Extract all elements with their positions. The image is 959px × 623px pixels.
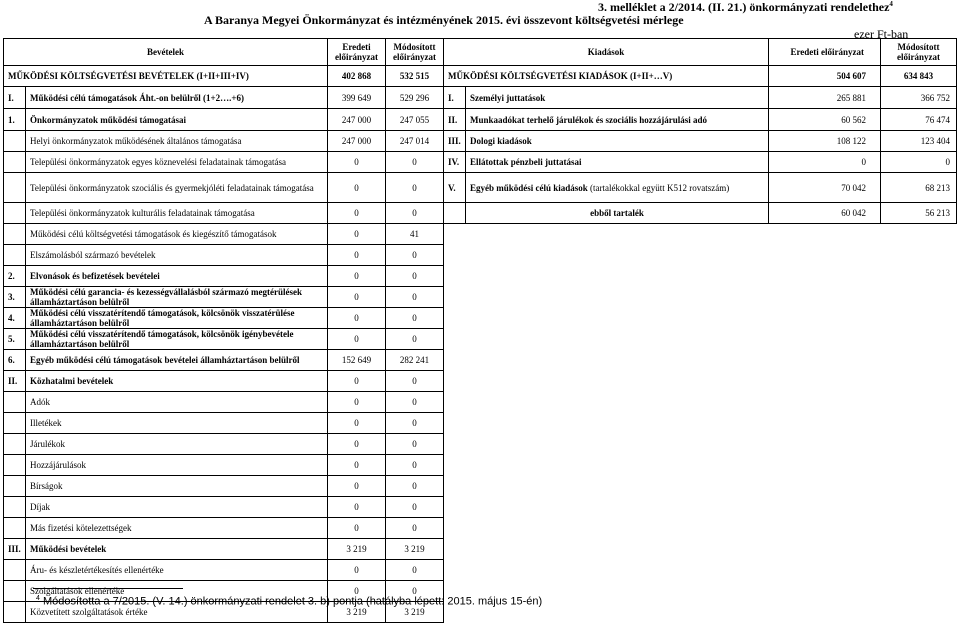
row-original: 0: [328, 308, 386, 329]
summary-revenues-original: 402 868: [328, 66, 386, 87]
row-number: I.: [4, 87, 26, 109]
row-modified: 0: [386, 308, 444, 329]
row-original: 0: [328, 287, 386, 308]
empty-cell: [444, 539, 957, 560]
row-number: [4, 434, 26, 455]
rev-modified-header: Módosított előirányzat: [386, 39, 444, 66]
page-title: A Baranya Megyei Önkormányzat és intézményének 2015. évi összevont költségvetési mérlege: [204, 13, 684, 27]
row-modified: 41: [386, 224, 444, 245]
row-number: [4, 518, 26, 539]
exp-row-label-text: Ellátottak pénzbeli juttatásai: [470, 157, 582, 167]
table-row: [4, 476, 957, 497]
row-number: III.: [4, 539, 26, 560]
exp-row-original: 60 562: [769, 109, 881, 131]
row-number: 3.: [4, 287, 26, 308]
row-number: [4, 224, 26, 245]
row-modified: 0: [386, 434, 444, 455]
row-number: 4.: [4, 308, 26, 329]
table-header-row: [4, 39, 957, 66]
empty-cell: [444, 497, 957, 518]
exp-row-modified: 68 213: [881, 173, 957, 203]
row-label: Működési célú visszatérítendő támogatások, kölcsönök visszatérülése államháztartáson belülről: [26, 308, 328, 329]
row-original: 247 000: [328, 131, 386, 152]
row-modified: 0: [386, 203, 444, 224]
footnote-ref: 4: [36, 595, 40, 602]
empty-cell: [444, 560, 957, 581]
exp-row-label: [466, 152, 769, 173]
row-modified: 0: [386, 518, 444, 539]
row-modified: 0: [386, 287, 444, 308]
row-label: Települési önkormányzatok kulturális feladatainak támogatása: [26, 203, 328, 224]
table-row: [4, 224, 957, 245]
row-label: Működési célú támogatások Áht.-on belülről (1+2….+6): [26, 87, 328, 109]
row-label: Közhatalmi bevételek: [26, 371, 328, 392]
row-original: 0: [328, 173, 386, 203]
row-number: [4, 602, 26, 623]
row-original: 399 649: [328, 87, 386, 109]
exp-row-label-text: ebből tartalék: [590, 208, 644, 218]
table-row: [4, 560, 957, 581]
row-number: 5.: [4, 329, 26, 350]
empty-cell: [444, 329, 957, 350]
summary-revenues-label: MŰKÖDÉSI KÖLTSÉGVETÉSI BEVÉTELEK (I+II+III+IV): [4, 66, 328, 87]
row-modified: 0: [386, 245, 444, 266]
row-modified: 247 055: [386, 109, 444, 131]
row-number: 1.: [4, 109, 26, 131]
exp-row-number: II.: [444, 109, 466, 131]
exp-row-label: [466, 109, 769, 131]
row-original: 3 219: [328, 602, 386, 623]
table-row: [4, 455, 957, 476]
table-row: [4, 392, 957, 413]
empty-cell: [444, 266, 957, 287]
empty-cell: [444, 518, 957, 539]
exp-row-label: [466, 87, 769, 109]
summary-row: [4, 66, 957, 87]
row-label: Adók: [26, 392, 328, 413]
exp-row-label-text: Személyi juttatások: [470, 92, 546, 103]
row-modified: 282 241: [386, 350, 444, 371]
row-label: Áru- és készletértékesítés ellenértéke: [26, 560, 328, 581]
footnote-divider: [33, 588, 183, 589]
row-original: 0: [328, 581, 386, 602]
exp-row-number: V.: [444, 173, 466, 203]
exp-row-label-note: (tartalékokkal együtt K512 rovatszám): [587, 182, 730, 193]
row-original: 0: [328, 434, 386, 455]
row-modified: 0: [386, 152, 444, 173]
table-row: [4, 308, 957, 329]
row-label: Közvetített szolgáltatások értéke: [26, 602, 328, 623]
exp-row-label-text: Dologi kiadások: [470, 136, 532, 146]
row-modified: 247 014: [386, 131, 444, 152]
row-original: 0: [328, 560, 386, 581]
empty-cell: [444, 245, 957, 266]
table-row: [4, 350, 957, 371]
table-row: [4, 518, 957, 539]
table-row: [4, 87, 957, 109]
row-label: Települési önkormányzatok szociális és gyermekjóléti feladatainak támogatása: [26, 173, 328, 203]
row-number: [4, 152, 26, 173]
row-label: Működési célú költségvetési támogatások és kiegészítő támogatások: [26, 224, 328, 245]
row-label: Hozzájárulások: [26, 455, 328, 476]
table-row: [4, 245, 957, 266]
row-original: 3 219: [328, 539, 386, 560]
table-row: [4, 203, 957, 224]
row-modified: 529 296: [386, 87, 444, 109]
row-original: 0: [328, 476, 386, 497]
exp-row-modified: 0: [881, 152, 957, 173]
exp-row-label: [466, 173, 769, 203]
exp-row-original: 0: [769, 152, 881, 173]
rev-original-header: Eredeti előirányzat: [328, 39, 386, 66]
empty-cell: [444, 434, 957, 455]
exp-row-modified: 56 213: [881, 203, 957, 224]
row-number: [4, 413, 26, 434]
table-row: [4, 152, 957, 173]
row-original: 0: [328, 329, 386, 350]
row-original: 152 649: [328, 350, 386, 371]
exp-modified-header: Módosított előirányzat: [881, 39, 957, 66]
exp-row-original: 70 042: [769, 173, 881, 203]
row-original: 0: [328, 152, 386, 173]
row-original: 0: [328, 371, 386, 392]
row-number: [4, 392, 26, 413]
empty-cell: [444, 224, 957, 245]
row-number: [4, 131, 26, 152]
exp-row-modified: 76 474: [881, 109, 957, 131]
table-row: [4, 329, 957, 350]
summary-expenditures-label: MŰKÖDÉSI KÖLTSÉGVETÉSI KIADÁSOK (I+II+…V): [444, 66, 769, 87]
row-modified: 0: [386, 581, 444, 602]
row-modified: 0: [386, 266, 444, 287]
exp-row-modified: 366 752: [881, 87, 957, 109]
revenues-header: Bevételek: [4, 39, 328, 66]
exp-row-number: IV.: [444, 152, 466, 173]
exp-row-number: III.: [444, 131, 466, 152]
table-row: [4, 287, 957, 308]
exp-row-original: 108 122: [769, 131, 881, 152]
empty-cell: [444, 476, 957, 497]
table-row: [4, 266, 957, 287]
row-modified: 0: [386, 497, 444, 518]
row-label: Egyéb működési célú támogatások bevételei államháztartáson belülről: [26, 350, 328, 371]
row-label: Bírságok: [26, 476, 328, 497]
row-label: Működési célú garancia- és kezességvállalásból származó megtérülések államháztartáson belülről: [26, 287, 328, 308]
row-original: 0: [328, 392, 386, 413]
empty-cell: [444, 413, 957, 434]
row-modified: 0: [386, 371, 444, 392]
row-original: 0: [328, 455, 386, 476]
row-number: 2.: [4, 266, 26, 287]
table-row: [4, 109, 957, 131]
footnote: $^4$ Módosította a 7/2015. (V. 14.) önkormányzati rendelet 3. b) pontja (hatályba lépett: 2015. május 15-én): [36, 595, 543, 608]
summary-expenditures-modified: 634 843: [881, 66, 957, 87]
summary-expenditures-original: 504 607: [769, 66, 881, 87]
row-number: [4, 173, 26, 203]
table-row: [4, 434, 957, 455]
annex-reference: 3. melléklet a 2/2014. (II. 21.) önkormányzati rendelethez$^4$: [598, 0, 893, 14]
row-modified: 0: [386, 173, 444, 203]
row-label: Működési bevételek: [26, 539, 328, 560]
row-label: Illetékek: [26, 413, 328, 434]
table-row: [4, 131, 957, 152]
empty-cell: [444, 392, 957, 413]
row-modified: 3 219: [386, 602, 444, 623]
row-label: Elszámolásból származó bevételek: [26, 245, 328, 266]
row-label: Járulékok: [26, 434, 328, 455]
row-label: Elvonások és befizetések bevételei: [26, 266, 328, 287]
row-number: [4, 476, 26, 497]
row-label: Szolgáltatások ellenértéke: [26, 581, 328, 602]
row-modified: 0: [386, 455, 444, 476]
exp-original-header: Eredeti előirányzat: [769, 39, 881, 66]
exp-row-original: 60 042: [769, 203, 881, 224]
exp-row-modified: 123 404: [881, 131, 957, 152]
row-modified: 0: [386, 329, 444, 350]
row-original: 0: [328, 518, 386, 539]
empty-cell: [444, 308, 957, 329]
row-original: 0: [328, 413, 386, 434]
exp-row-label-text: Egyéb működési célú kiadások: [470, 182, 588, 193]
exp-row-label: [466, 203, 769, 224]
exp-row-label-text: Munkaadókat terhelő járulékok és szociális hozzájárulási adó: [470, 114, 708, 125]
table-row: [4, 371, 957, 392]
row-number: [4, 560, 26, 581]
row-number: II.: [4, 371, 26, 392]
row-modified: 0: [386, 392, 444, 413]
row-original: 0: [328, 224, 386, 245]
row-label: Helyi önkormányzatok működésének általános támogatása: [26, 131, 328, 152]
row-original: 0: [328, 245, 386, 266]
row-number: [4, 581, 26, 602]
row-label: Működési célú visszatérítendő támogatások, kölcsönök igénybevétele államháztartáson belülről: [26, 329, 328, 350]
table-row: [4, 413, 957, 434]
row-number: [4, 245, 26, 266]
empty-cell: [444, 371, 957, 392]
row-original: 0: [328, 497, 386, 518]
annex-footnote-ref: 4: [889, 0, 893, 8]
row-number: [4, 497, 26, 518]
empty-cell: [444, 350, 957, 371]
row-modified: 3 219: [386, 539, 444, 560]
row-label: Más fizetési kötelezettségek: [26, 518, 328, 539]
row-original: 247 000: [328, 109, 386, 131]
budget-table: [3, 38, 957, 623]
row-number: 6.: [4, 350, 26, 371]
row-number: [4, 455, 26, 476]
unit-label: ezer Ft-ban: [854, 27, 909, 41]
exp-row-label: [466, 131, 769, 152]
row-original: 0: [328, 203, 386, 224]
row-modified: 0: [386, 413, 444, 434]
exp-row-number: I.: [444, 87, 466, 109]
exp-row-number: [444, 203, 466, 224]
table-row: [4, 497, 957, 518]
empty-cell: [444, 287, 957, 308]
expenditures-header: Kiadások: [444, 39, 769, 66]
table-row: [4, 539, 957, 560]
row-original: 0: [328, 266, 386, 287]
summary-revenues-modified: 532 515: [386, 66, 444, 87]
row-modified: 0: [386, 476, 444, 497]
row-number: [4, 203, 26, 224]
row-modified: 0: [386, 560, 444, 581]
row-label: Díjak: [26, 497, 328, 518]
exp-row-original: 265 881: [769, 87, 881, 109]
row-label: Önkormányzatok működési támogatásai: [26, 109, 328, 131]
table-row: [4, 173, 957, 203]
row-label: Települési önkormányzatok egyes köznevelési feladatainak támogatása: [26, 152, 328, 173]
empty-cell: [444, 455, 957, 476]
